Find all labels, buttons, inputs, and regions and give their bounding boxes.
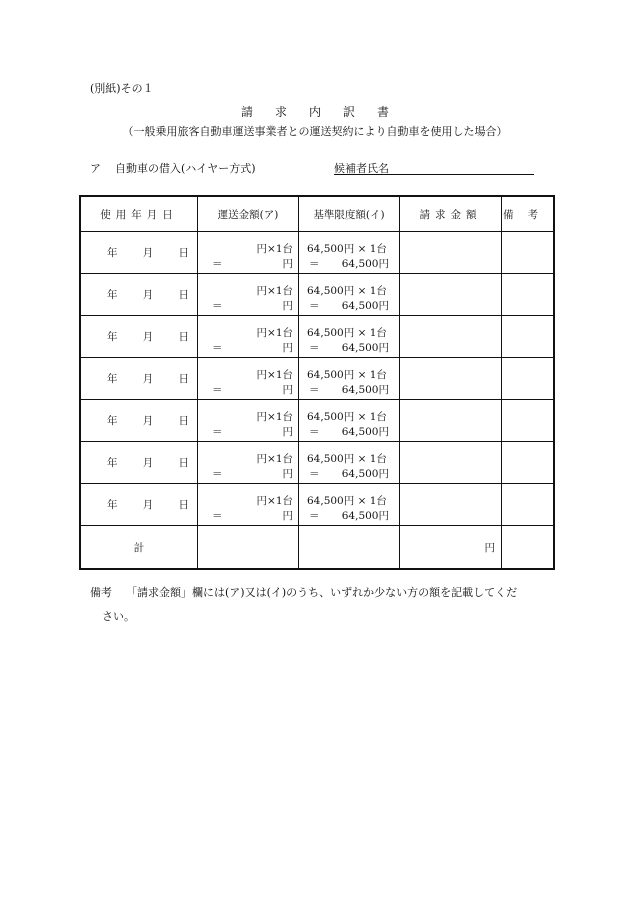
remarks-cell[interactable] [502, 442, 555, 484]
day-label: 日 [178, 415, 189, 427]
section-title: 自動車の借入(ハイヤー方式) [115, 162, 256, 175]
table-row [80, 316, 554, 358]
total-row [80, 526, 554, 570]
limit-cell [299, 274, 400, 316]
fare-equals: ＝ [212, 300, 223, 312]
limit-value: 64,500円 [341, 426, 389, 438]
header-fare: 運送金額(ア) [198, 196, 299, 232]
month-label: 月 [142, 415, 154, 427]
fare-cell[interactable] [198, 358, 299, 400]
limit-value: 64,500円 [341, 384, 389, 396]
claim-cell[interactable] [400, 274, 502, 316]
limit-formula: 64,500円 × 1台 [307, 453, 387, 465]
limit-formula: 64,500円 × 1台 [307, 411, 387, 423]
limit-equals: ＝ [309, 300, 320, 312]
header-remarks: 備考 [502, 196, 555, 232]
claim-cell[interactable] [400, 400, 502, 442]
limit-formula: 64,500円 × 1台 [307, 327, 387, 339]
year-label: 年 [107, 457, 118, 469]
limit-cell [299, 484, 400, 526]
candidate-name-field[interactable] [334, 174, 534, 175]
limit-cell [299, 358, 400, 400]
limit-value: 64,500円 [341, 300, 389, 312]
day-label: 日 [178, 499, 189, 511]
date-cell[interactable] [80, 358, 198, 400]
limit-cell [299, 316, 400, 358]
header-claim: 請求金額 [400, 196, 502, 232]
document-subtitle: （一般乗用旅客自動車運送事業者との運送契約により自動車を使用した場合） [122, 125, 508, 138]
fare-equals: ＝ [212, 468, 223, 480]
section-heading [90, 160, 256, 176]
fare-formula: 円×1台 [256, 285, 293, 297]
table-row [80, 274, 554, 316]
limit-value: 64,500円 [341, 258, 389, 270]
remarks-cell[interactable] [502, 358, 555, 400]
total-remarks-cell[interactable] [502, 526, 555, 570]
limit-formula: 64,500円 × 1台 [307, 495, 387, 507]
claim-cell[interactable] [400, 358, 502, 400]
claim-cell[interactable] [400, 442, 502, 484]
candidate-name-label: 候補者氏名 [334, 162, 389, 175]
table-row [80, 400, 554, 442]
fare-formula: 円×1台 [256, 369, 293, 381]
limit-equals: ＝ [309, 510, 320, 522]
month-label: 月 [142, 289, 154, 301]
fare-equals: ＝ [212, 426, 223, 438]
month-label: 月 [142, 457, 154, 469]
remarks-cell[interactable] [502, 484, 555, 526]
remarks-cell[interactable] [502, 274, 555, 316]
fare-unit: 円 [282, 384, 293, 396]
date-cell[interactable] [80, 316, 198, 358]
remarks-cell[interactable] [502, 316, 555, 358]
day-label: 日 [178, 289, 189, 301]
limit-value: 64,500円 [341, 510, 389, 522]
fare-cell[interactable] [198, 316, 299, 358]
note-line2: さい。 [102, 610, 135, 623]
limit-equals: ＝ [309, 426, 320, 438]
fare-unit: 円 [282, 426, 293, 438]
fare-cell[interactable] [198, 400, 299, 442]
year-label: 年 [107, 373, 118, 385]
table-row [80, 232, 554, 274]
claim-table [79, 195, 555, 570]
year-label: 年 [107, 247, 118, 259]
month-label: 月 [142, 247, 154, 259]
date-cell[interactable] [80, 274, 198, 316]
date-cell[interactable] [80, 400, 198, 442]
header-limit: 基準限度額(イ) [299, 196, 400, 232]
month-label: 月 [142, 331, 154, 343]
document-title: 請求内訳書 [240, 105, 411, 119]
table-row [80, 442, 554, 484]
year-label: 年 [107, 415, 118, 427]
limit-value: 64,500円 [341, 342, 389, 354]
limit-cell [299, 232, 400, 274]
limit-formula: 64,500円 × 1台 [307, 243, 387, 255]
fare-unit: 円 [282, 258, 293, 270]
date-cell[interactable] [80, 232, 198, 274]
note-label: 備考 [90, 586, 112, 599]
limit-value: 64,500円 [341, 468, 389, 480]
fare-equals: ＝ [212, 510, 223, 522]
claim-cell[interactable] [400, 316, 502, 358]
year-label: 年 [107, 499, 118, 511]
limit-cell [299, 442, 400, 484]
limit-cell [299, 400, 400, 442]
remarks-cell[interactable] [502, 232, 555, 274]
day-label: 日 [178, 331, 189, 343]
day-label: 日 [178, 373, 189, 385]
date-cell[interactable] [80, 442, 198, 484]
remarks-cell[interactable] [502, 400, 555, 442]
limit-equals: ＝ [309, 258, 320, 270]
fare-equals: ＝ [212, 258, 223, 270]
day-label: 日 [178, 457, 189, 469]
date-cell[interactable] [80, 484, 198, 526]
fare-formula: 円×1台 [256, 411, 293, 423]
day-label: 日 [178, 247, 189, 259]
fare-equals: ＝ [212, 342, 223, 354]
fare-cell[interactable] [198, 442, 299, 484]
attachment-label: (別紙)その１ [90, 82, 154, 95]
fare-equals: ＝ [212, 384, 223, 396]
fare-formula: 円×1台 [256, 243, 293, 255]
fare-unit: 円 [282, 510, 293, 522]
table-row [80, 484, 554, 526]
limit-formula: 64,500円 × 1台 [307, 285, 387, 297]
month-label: 月 [142, 373, 154, 385]
year-label: 年 [107, 289, 118, 301]
fare-unit: 円 [282, 468, 293, 480]
claim-cell[interactable] [400, 484, 502, 526]
year-label: 年 [107, 331, 118, 343]
limit-equals: ＝ [309, 468, 320, 480]
header-date: 使用年月日 [80, 196, 198, 232]
note [90, 584, 517, 600]
fare-formula: 円×1台 [256, 327, 293, 339]
fare-unit: 円 [282, 342, 293, 354]
table-header-row [80, 196, 554, 232]
fare-cell[interactable] [198, 274, 299, 316]
limit-formula: 64,500円 × 1台 [307, 369, 387, 381]
month-label: 月 [142, 499, 154, 511]
total-claim-cell[interactable]: 円 [400, 526, 502, 570]
table-row [80, 358, 554, 400]
limit-equals: ＝ [309, 384, 320, 396]
limit-equals: ＝ [309, 342, 320, 354]
fare-cell[interactable] [198, 484, 299, 526]
section-mark: ア [90, 162, 101, 175]
total-label: 計 [80, 526, 198, 570]
total-limit-cell[interactable] [299, 526, 400, 570]
note-line1: 「請求金額」欄には(ア)又は(イ)のうち、いずれか少ない方の額を記載してくだ [126, 586, 518, 599]
fare-cell[interactable] [198, 232, 299, 274]
fare-formula: 円×1台 [256, 453, 293, 465]
fare-formula: 円×1台 [256, 495, 293, 507]
claim-cell[interactable] [400, 232, 502, 274]
total-fare-cell[interactable] [198, 526, 299, 570]
fare-unit: 円 [282, 300, 293, 312]
